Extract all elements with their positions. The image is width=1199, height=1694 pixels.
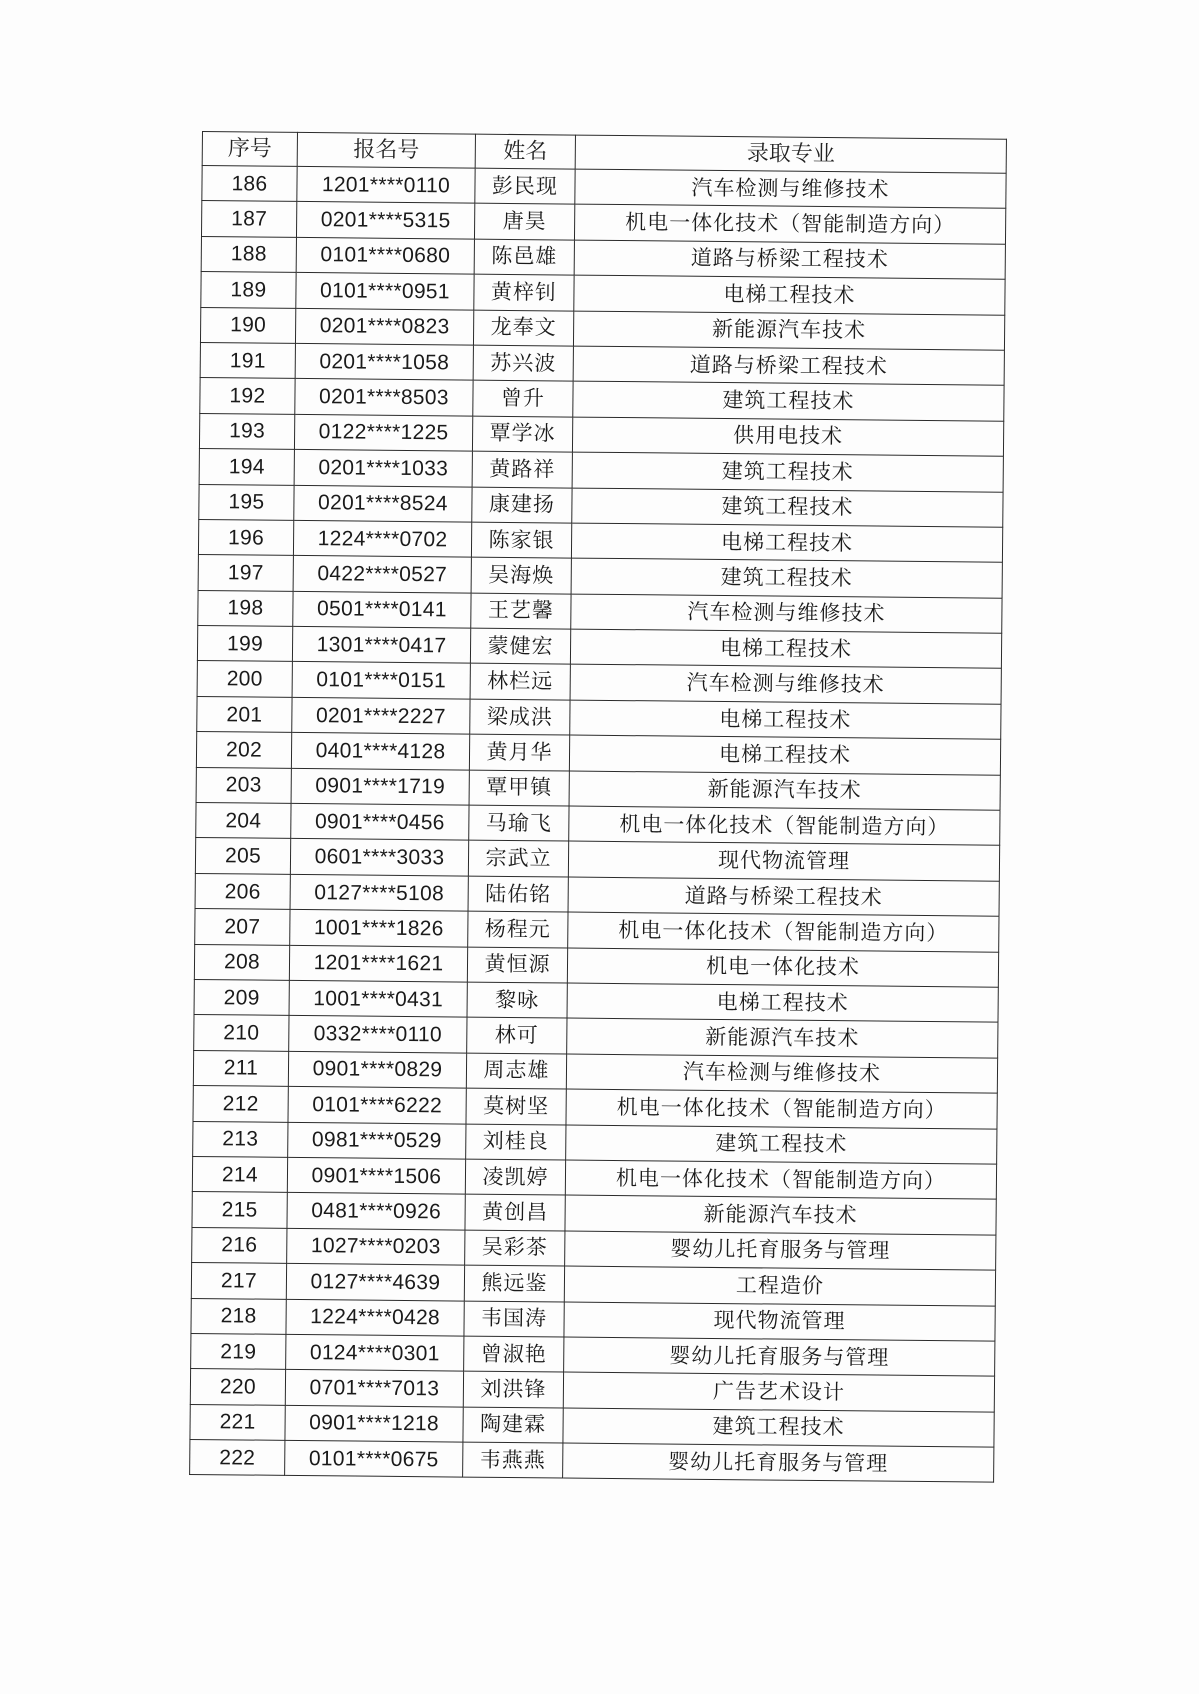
- cell-seq: 222: [190, 1440, 285, 1476]
- cell-major: 机电一体化技术: [567, 948, 998, 988]
- cell-name: 覃甲镇: [469, 770, 569, 806]
- cell-major: 建筑工程技术: [573, 381, 1004, 421]
- cell-major: 机电一体化技术（智能制造方向）: [565, 1160, 996, 1200]
- cell-name: 韦燕燕: [463, 1442, 563, 1478]
- cell-name: 杨程元: [468, 911, 568, 947]
- cell-major: 汽车检测与维修技术: [570, 665, 1001, 705]
- cell-registration-no: 0122****1225: [294, 414, 472, 451]
- cell-major: 供用电技术: [572, 417, 1003, 457]
- cell-major: 机电一体化技术（智能制造方向）: [566, 1089, 997, 1129]
- cell-name: 莫树坚: [466, 1088, 566, 1124]
- cell-registration-no: 0101****0951: [296, 273, 474, 310]
- cell-registration-no: 1001****1826: [290, 910, 468, 947]
- cell-major: 电梯工程技术: [571, 523, 1002, 563]
- cell-registration-no: 1201****1621: [289, 945, 467, 982]
- cell-registration-no: 0481****0926: [287, 1193, 465, 1230]
- cell-name: 苏兴波: [473, 345, 573, 381]
- cell-registration-no: 1201****0110: [297, 166, 475, 203]
- table-body: [190, 166, 1007, 1483]
- cell-name: 黄恒源: [467, 947, 567, 983]
- table-row: [190, 1440, 994, 1483]
- cell-seq: 209: [194, 979, 289, 1015]
- cell-registration-no: 0201****1058: [295, 343, 473, 380]
- cell-name: 黄梓钊: [474, 274, 574, 310]
- cell-major: 电梯工程技术: [570, 629, 1001, 669]
- cell-major: 建筑工程技术: [572, 488, 1003, 528]
- cell-seq: 211: [193, 1050, 288, 1086]
- cell-seq: 197: [198, 555, 293, 591]
- cell-major: 新能源汽车技术: [569, 771, 1000, 811]
- cell-name: 韦国涛: [464, 1301, 564, 1337]
- cell-major: 现代物流管理: [564, 1302, 995, 1342]
- cell-major: 新能源汽车技术: [567, 1018, 998, 1058]
- cell-name: 陆佑铭: [468, 876, 568, 912]
- cell-name: 黄创昌: [465, 1194, 565, 1230]
- cell-name: 曾升: [473, 380, 573, 416]
- cell-seq: 217: [191, 1263, 286, 1299]
- cell-major: 电梯工程技术: [574, 275, 1005, 315]
- cell-seq: 203: [196, 767, 291, 803]
- cell-registration-no: 1001****0431: [289, 980, 467, 1017]
- cell-name: 陈邑雄: [474, 239, 574, 275]
- cell-major: 新能源汽车技术: [565, 1195, 996, 1235]
- cell-name: 周志雄: [466, 1053, 566, 1089]
- cell-major: 电梯工程技术: [567, 983, 998, 1023]
- cell-name: 黄路祥: [472, 451, 572, 487]
- cell-seq: 216: [192, 1227, 287, 1263]
- cell-registration-no: 1027****0203: [287, 1228, 465, 1265]
- cell-name: 宗武立: [468, 841, 568, 877]
- header-seq: 序号: [202, 132, 297, 167]
- cell-registration-no: 0901****0456: [291, 803, 469, 840]
- cell-seq: 196: [198, 519, 293, 555]
- cell-seq: 201: [197, 696, 292, 732]
- cell-seq: 192: [200, 378, 295, 414]
- cell-name: 林可: [467, 1017, 567, 1053]
- cell-seq: 200: [197, 661, 292, 697]
- cell-registration-no: 0101****0151: [292, 662, 470, 699]
- cell-name: 蒙健宏: [470, 628, 570, 664]
- cell-seq: 212: [193, 1086, 288, 1122]
- cell-seq: 218: [191, 1298, 286, 1334]
- cell-major: 建筑工程技术: [563, 1408, 994, 1448]
- cell-name: 覃学冰: [472, 416, 572, 452]
- cell-major: 机电一体化技术（智能制造方向）: [569, 806, 1000, 846]
- cell-major: 道路与桥梁工程技术: [573, 346, 1004, 386]
- cell-registration-no: 0101****6222: [288, 1087, 466, 1124]
- cell-name: 王艺馨: [471, 593, 571, 629]
- cell-name: 梁成洪: [470, 699, 570, 735]
- cell-registration-no: 0901****1506: [287, 1157, 465, 1194]
- cell-seq: 210: [194, 1015, 289, 1051]
- cell-name: 马瑜飞: [469, 805, 569, 841]
- cell-registration-no: 0701****7013: [285, 1370, 463, 1407]
- cell-name: 陶建霖: [463, 1407, 563, 1443]
- cell-major: 婴幼儿托育服务与管理: [563, 1443, 994, 1483]
- cell-seq: 205: [195, 838, 290, 874]
- cell-major: 机电一体化技术（智能制造方向）: [568, 912, 999, 952]
- cell-major: 汽车检测与维修技术: [566, 1054, 997, 1094]
- cell-major: 汽车检测与维修技术: [571, 594, 1002, 634]
- cell-registration-no: 0201****2227: [292, 697, 470, 734]
- cell-major: 建筑工程技术: [571, 558, 1002, 598]
- header-major: 录取专业: [575, 135, 1006, 173]
- cell-seq: 221: [190, 1404, 285, 1440]
- cell-seq: 189: [201, 272, 296, 308]
- cell-registration-no: 0201****8524: [294, 485, 472, 522]
- cell-seq: 213: [193, 1121, 288, 1157]
- cell-major: 新能源汽车技术: [573, 311, 1004, 351]
- cell-registration-no: 0401****4128: [291, 733, 469, 770]
- cell-seq: 206: [195, 873, 290, 909]
- cell-registration-no: 0901****1218: [285, 1405, 463, 1442]
- cell-registration-no: 0201****5315: [296, 202, 474, 239]
- cell-registration-no: 0101****0675: [285, 1440, 463, 1477]
- cell-registration-no: 0332****0110: [289, 1016, 467, 1053]
- cell-seq: 194: [199, 449, 294, 485]
- cell-registration-no: 1224****0428: [286, 1299, 464, 1336]
- cell-registration-no: 1224****0702: [293, 520, 471, 557]
- cell-name: 林栏远: [470, 664, 570, 700]
- cell-major: 建筑工程技术: [572, 452, 1003, 492]
- cell-name: 吴彩茶: [465, 1230, 565, 1266]
- cell-seq: 219: [191, 1333, 286, 1369]
- cell-name: 黄月华: [469, 734, 569, 770]
- cell-registration-no: 0901****1719: [291, 768, 469, 805]
- cell-seq: 207: [195, 909, 290, 945]
- cell-seq: 215: [192, 1192, 287, 1228]
- cell-registration-no: 0127****5108: [290, 874, 468, 911]
- cell-seq: 202: [196, 732, 291, 768]
- cell-name: 康建扬: [472, 487, 572, 523]
- cell-registration-no: 0201****8503: [295, 379, 473, 416]
- cell-seq: 198: [198, 590, 293, 626]
- cell-registration-no: 0601****3033: [290, 839, 468, 876]
- header-name: 姓名: [475, 134, 575, 169]
- cell-registration-no: 0201****1033: [294, 450, 472, 487]
- cell-major: 建筑工程技术: [566, 1125, 997, 1165]
- cell-registration-no: 0901****0829: [288, 1051, 466, 1088]
- cell-major: 电梯工程技术: [570, 700, 1001, 740]
- cell-seq: 204: [196, 803, 291, 839]
- cell-major: 机电一体化技术（智能制造方向）: [574, 204, 1005, 244]
- cell-name: 熊远鉴: [464, 1265, 564, 1301]
- cell-seq: 188: [201, 236, 296, 272]
- cell-name: 龙奉文: [473, 310, 573, 346]
- cell-name: 陈家银: [471, 522, 571, 558]
- cell-registration-no: 0124****0301: [286, 1334, 464, 1371]
- cell-major: 汽车检测与维修技术: [575, 169, 1006, 209]
- cell-registration-no: 0981****0529: [288, 1122, 466, 1159]
- cell-seq: 191: [200, 342, 295, 378]
- cell-name: 彭民现: [475, 168, 575, 204]
- cell-major: 广告艺术设计: [563, 1372, 994, 1412]
- cell-registration-no: 0127****4639: [286, 1263, 464, 1300]
- cell-seq: 190: [200, 307, 295, 343]
- cell-registration-no: 0201****0823: [295, 308, 473, 345]
- cell-name: 刘桂良: [466, 1124, 566, 1160]
- cell-seq: 187: [201, 201, 296, 237]
- cell-major: 电梯工程技术: [569, 735, 1000, 775]
- cell-major: 道路与桥梁工程技术: [574, 240, 1005, 280]
- admission-table: [189, 131, 1007, 1483]
- cell-major: 道路与桥梁工程技术: [568, 877, 999, 917]
- cell-registration-no: 0101****0680: [296, 237, 474, 274]
- cell-seq: 199: [197, 626, 292, 662]
- cell-registration-no: 1301****0417: [292, 626, 470, 663]
- cell-registration-no: 0422****0527: [293, 556, 471, 593]
- cell-major: 婴幼儿托育服务与管理: [565, 1231, 996, 1271]
- cell-name: 唐昊: [474, 204, 574, 240]
- cell-name: 曾淑艳: [464, 1336, 564, 1372]
- cell-seq: 220: [190, 1369, 285, 1405]
- cell-name: 吴海焕: [471, 557, 571, 593]
- cell-seq: 193: [199, 413, 294, 449]
- cell-seq: 186: [202, 166, 297, 202]
- cell-major: 工程造价: [564, 1266, 995, 1306]
- cell-major: 现代物流管理: [568, 841, 999, 881]
- cell-seq: 214: [192, 1156, 287, 1192]
- cell-seq: 195: [199, 484, 294, 520]
- cell-seq: 208: [194, 944, 289, 980]
- cell-major: 婴幼儿托育服务与管理: [564, 1337, 995, 1377]
- cell-name: 刘洪锋: [463, 1371, 563, 1407]
- cell-name: 凌凯婷: [465, 1159, 565, 1195]
- header-registration-no: 报名号: [297, 132, 475, 168]
- cell-name: 黎咏: [467, 982, 567, 1018]
- cell-registration-no: 0501****0141: [293, 591, 471, 628]
